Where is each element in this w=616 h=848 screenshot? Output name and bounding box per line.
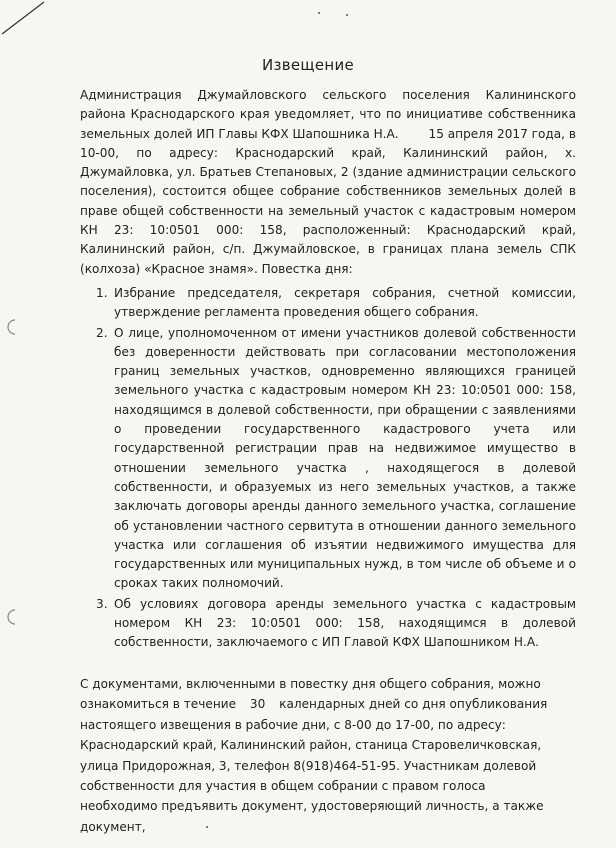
agenda-item-number: 2.: [96, 325, 108, 340]
review-days-count: 30: [249, 697, 266, 712]
notice-intro-paragraph: [80, 86, 576, 279]
agenda-item-text: Избрание председателя, секретаря собрания, счетной комиссии, утверждение регламента проведения общего собрания.: [114, 286, 576, 320]
agenda-item: [80, 324, 576, 594]
closing-text-part-2: календарных дней со дня опубликования настоящего извещения в рабочие дни, с 8-00 до 17-00, по адресу: Краснодарский край, Калининский район, станица Старовеличковская, улица Придорожная, 3, телефон 8(918)464-51-95. Участникам долевой собственности для участия в общем собрании с правом голоса необходимо предъявить документ, удостоверяющий личность, а также документ,: [80, 697, 548, 834]
notice-title: Извещение: [261, 56, 355, 74]
scan-speck: [346, 14, 348, 16]
intro-text-part-1: Администрация Джумайловского сельского поселения Калининского района Краснодарского края уведомляет, что по инициативе собственника земельных долей ИП Главы КФХ Шапошника Н.А.: [80, 88, 576, 141]
agenda-item-number: 3.: [96, 596, 108, 611]
scan-speck: [318, 12, 320, 14]
closing-text-part-1: С документами, включенными в повестку дня общего собрания, можно ознакомиться в течение: [80, 677, 541, 712]
agenda-item-text: О лице, уполномоченном от имени участников долевой собственности без доверенности действовать при согласовании местоположения границ земельных участков, одновременно являющихся границей земельного участка с кадастровым номером КН 23: 10:0501 000: 158, находящимся в долевой собственности, при обращении с заявлениями о проведении государственного кадастрового учета или государственной регистрации прав на недвижимое имущество в отношении земельного участка , находящегося в долевой собственности, и образуемых из него земельных участков, а также заключать договоры аренды данного земельного участка, соглашение об установлении частного сервитута в отношении данного земельного участка или соглашения об изъятии недвижимого имущества для государственных или муниципальных нужд, в том числе об объеме и о сроках таких полномочий.: [114, 325, 576, 591]
agenda-list: [80, 284, 576, 654]
agenda-item-text: Об условиях договора аренды земельного участка с кадастровым номером КН 23: 10:0501 000: 158, находящимся в долевой собственности, заключаемого с ИП Главой КФХ Шапошником Н.А.: [114, 596, 576, 650]
binder-hole-mark: [6, 608, 24, 626]
meeting-day: 15: [428, 126, 444, 141]
agenda-item-number: 1.: [96, 286, 108, 300]
agenda-item: [80, 595, 576, 653]
agenda-item: [80, 284, 576, 323]
scan-corner-mark: [0, 0, 80, 40]
notice-closing-paragraph: [80, 674, 550, 837]
binder-hole-mark: [6, 318, 24, 336]
intro-text-part-2: апреля 2017 года, в 10-00, по адресу: Краснодарский край, Калининский район, х. Джумайловка, ул. Братьев Степановых, 2 (здание администрации сельского поселения), состоится общее собрание собственников земельных долей в праве общей собственности на земельный участок с кадастровым номером КН 23: 10:0501 000: 158, расположенный: Краснодарский край, Калининский район, с/п. Джумайловское, в границах плана земель СПК (колхоза) «Красное знамя». Повестка дня:: [80, 126, 576, 276]
